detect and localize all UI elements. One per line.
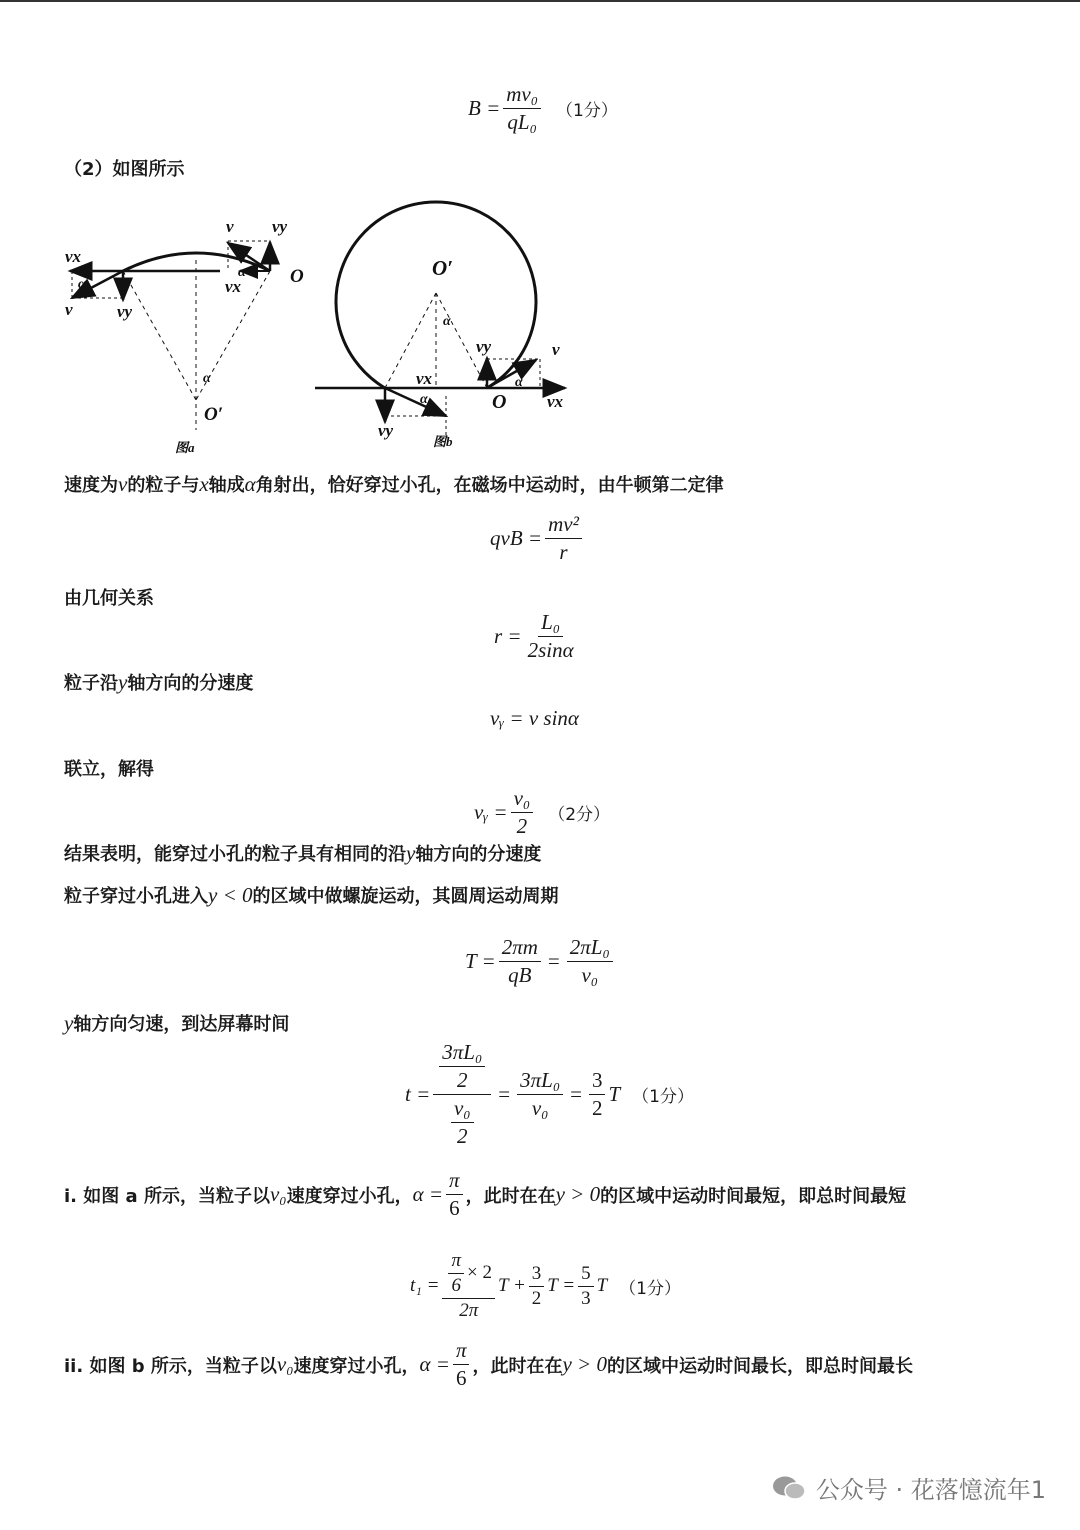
condition: y > 0 <box>562 1352 607 1376</box>
denominator: qL₀ <box>507 110 537 134</box>
denominator: 3 <box>581 1287 591 1309</box>
fraction <box>589 1068 606 1121</box>
part2-heading: （2）如图所示 <box>64 159 185 180</box>
text: ii. 如图 b 所示，当粒子以 <box>64 1355 277 1377</box>
svg-text:α: α <box>78 277 86 292</box>
svg-text:vy: vy <box>378 421 394 440</box>
numerator: 3 <box>529 1263 545 1287</box>
denominator: qB <box>508 963 532 987</box>
denominator: 2 <box>457 1124 468 1148</box>
term: T = <box>547 1275 576 1296</box>
equation-vy <box>490 706 579 731</box>
svg-text:vy: vy <box>117 302 133 321</box>
denominator: 2 <box>516 814 528 838</box>
paragraph-solve: 联立，解得 <box>64 759 154 780</box>
denominator: 6 <box>455 1366 467 1390</box>
paragraph-vy <box>64 669 253 695</box>
equals: = <box>570 1082 582 1106</box>
numerator: 2πL₀ <box>567 935 613 962</box>
eq-lhs: t = <box>405 1082 431 1106</box>
eq-lhs: T = <box>465 949 496 973</box>
condition: y < 0 <box>208 883 253 907</box>
svg-text:vx: vx <box>225 277 242 296</box>
svg-text:v: v <box>552 340 560 359</box>
equation-r <box>494 610 580 663</box>
text: 轴方向的分速度 <box>127 673 254 694</box>
text: 的粒子与 <box>127 475 200 496</box>
fraction <box>525 610 577 663</box>
var: v <box>118 472 128 496</box>
numerator: 2πm <box>499 935 541 962</box>
text: 轴方向的分速度 <box>415 844 542 865</box>
numerator: mv₀ <box>503 82 541 109</box>
figure-b-caption: 图b <box>433 434 453 449</box>
watermark-text: 公众号 · 花落憶流年1 <box>815 1476 1046 1504</box>
compound-fraction <box>433 1040 491 1149</box>
svg-text:O′: O′ <box>204 404 224 425</box>
paragraph-uniform <box>64 1010 289 1036</box>
score-label: （1分） <box>619 1278 681 1299</box>
figure-b <box>315 202 565 435</box>
svg-text:vx: vx <box>547 392 564 411</box>
score-label: （1分） <box>632 1087 694 1107</box>
wechat-icon <box>772 1475 806 1501</box>
diagram-figures <box>50 200 590 460</box>
text: 结果表明，能穿过小孔的粒子具有相同的沿 <box>64 844 406 865</box>
text: 速度为 <box>64 475 118 496</box>
watermark <box>772 1470 1046 1505</box>
denominator: 6 <box>451 1275 461 1296</box>
var: T <box>608 1082 621 1106</box>
text: ，此时在在 <box>465 1185 556 1207</box>
equation-vy-result <box>474 786 610 839</box>
text: 的区域中运动时间最短，即总时间最短 <box>600 1185 907 1207</box>
text: 速度穿过小孔， <box>293 1355 420 1377</box>
score-label: （2分） <box>548 805 611 825</box>
numerator: mv² <box>545 512 582 539</box>
paragraph-result <box>64 840 541 866</box>
denominator: v₀ <box>531 1096 549 1120</box>
svg-text:α: α <box>420 392 428 407</box>
score-label: （1分） <box>556 101 618 121</box>
equals: = <box>498 1082 511 1106</box>
numerator: 5 <box>578 1263 594 1287</box>
svg-text:vy: vy <box>272 217 288 236</box>
numerator: L₀ <box>538 610 563 637</box>
term: T <box>596 1275 608 1296</box>
item-ii <box>64 1338 913 1391</box>
equation-newton <box>490 512 585 565</box>
denominator: 2 <box>591 1096 603 1120</box>
svg-text:α: α <box>203 371 211 386</box>
fraction <box>529 1263 545 1310</box>
equation-t1 <box>410 1250 681 1322</box>
text: 轴方向匀速，到达屏幕时间 <box>73 1014 290 1035</box>
numerator: π <box>446 1168 463 1195</box>
var: α = <box>419 1352 450 1376</box>
var: v₀ <box>269 1182 287 1206</box>
equation-B <box>468 82 618 135</box>
var: α = <box>412 1182 444 1206</box>
numerator: π <box>448 1250 464 1274</box>
svg-text:v: v <box>226 217 234 236</box>
fraction <box>578 1263 594 1310</box>
compound-fraction <box>442 1250 495 1322</box>
svg-text:O: O <box>290 266 304 287</box>
text: 粒子沿 <box>64 673 118 694</box>
eq-lhs: t₁ = <box>410 1275 440 1296</box>
fraction <box>511 786 534 839</box>
var: y <box>118 670 128 694</box>
paragraph-spiral <box>64 882 559 908</box>
numerator: 3πL₀ <box>517 1068 563 1095</box>
fraction <box>567 935 613 988</box>
numerator: v₀ <box>451 1096 474 1123</box>
svg-text:v: v <box>65 300 73 319</box>
text: 的区域中做螺旋运动，其圆周运动周期 <box>252 886 559 907</box>
text: i. 如图 a 所示，当粒子以 <box>64 1185 270 1207</box>
var: y <box>64 1011 74 1035</box>
paragraph-geometry: 由几何关系 <box>64 588 154 609</box>
text: 粒子穿过小孔进入 <box>64 886 208 907</box>
fraction <box>517 1068 563 1121</box>
equation-period <box>465 935 616 988</box>
fraction <box>503 82 541 135</box>
denominator: r <box>559 540 568 564</box>
denominator: 6 <box>449 1196 460 1220</box>
numerator: 3 <box>589 1068 606 1095</box>
eq-text: vᵧ = v sinα <box>490 706 579 730</box>
svg-text:vy: vy <box>476 337 492 356</box>
fraction <box>545 512 582 565</box>
text: 的区域中运动时间最长，即总时间最长 <box>606 1355 913 1377</box>
svg-text:O′: O′ <box>432 256 454 280</box>
eq-lhs: vᵧ = <box>474 800 508 824</box>
denominator: 2 <box>457 1068 468 1092</box>
numerator: π <box>453 1338 470 1365</box>
svg-text:vx: vx <box>416 369 433 388</box>
numerator: v₀ <box>511 786 534 813</box>
equation-time <box>405 1040 694 1149</box>
denominator: 2sinα <box>527 638 574 662</box>
figure-a-caption: 图a <box>175 440 195 455</box>
page-top-border <box>0 0 1080 2</box>
var: y <box>406 841 416 865</box>
fraction <box>453 1338 470 1391</box>
fraction <box>446 1168 463 1221</box>
denominator: 2 <box>531 1287 542 1309</box>
var: α <box>244 472 256 496</box>
text: 轴成 <box>208 475 245 496</box>
svg-text:O: O <box>492 391 507 413</box>
text: 角射出，恰好穿过小孔，在磁场中运动时，由牛顿第二定律 <box>255 475 724 496</box>
denominator: v₀ <box>581 963 599 987</box>
var: x <box>199 472 209 496</box>
times: × 2 <box>467 1261 492 1283</box>
numerator: 3πL₀ <box>439 1040 485 1067</box>
fraction <box>499 935 541 988</box>
eq-lhs: r = <box>494 624 522 648</box>
paragraph-newton <box>64 471 724 497</box>
text: 速度穿过小孔， <box>286 1185 413 1207</box>
condition: y > 0 <box>555 1182 601 1206</box>
item-i <box>64 1168 906 1221</box>
text: ，此时在在 <box>472 1355 563 1377</box>
svg-text:α: α <box>238 265 246 280</box>
svg-text:α: α <box>515 375 523 390</box>
var: v₀ <box>276 1352 294 1376</box>
eq-lhs: qvB = <box>490 526 543 550</box>
term: T + <box>497 1275 526 1296</box>
svg-text:vx: vx <box>65 247 82 266</box>
eq-lhs: B = <box>468 96 501 120</box>
denominator: 2π <box>459 1300 479 1321</box>
svg-text:α: α <box>443 314 451 329</box>
equals: = <box>547 949 560 973</box>
